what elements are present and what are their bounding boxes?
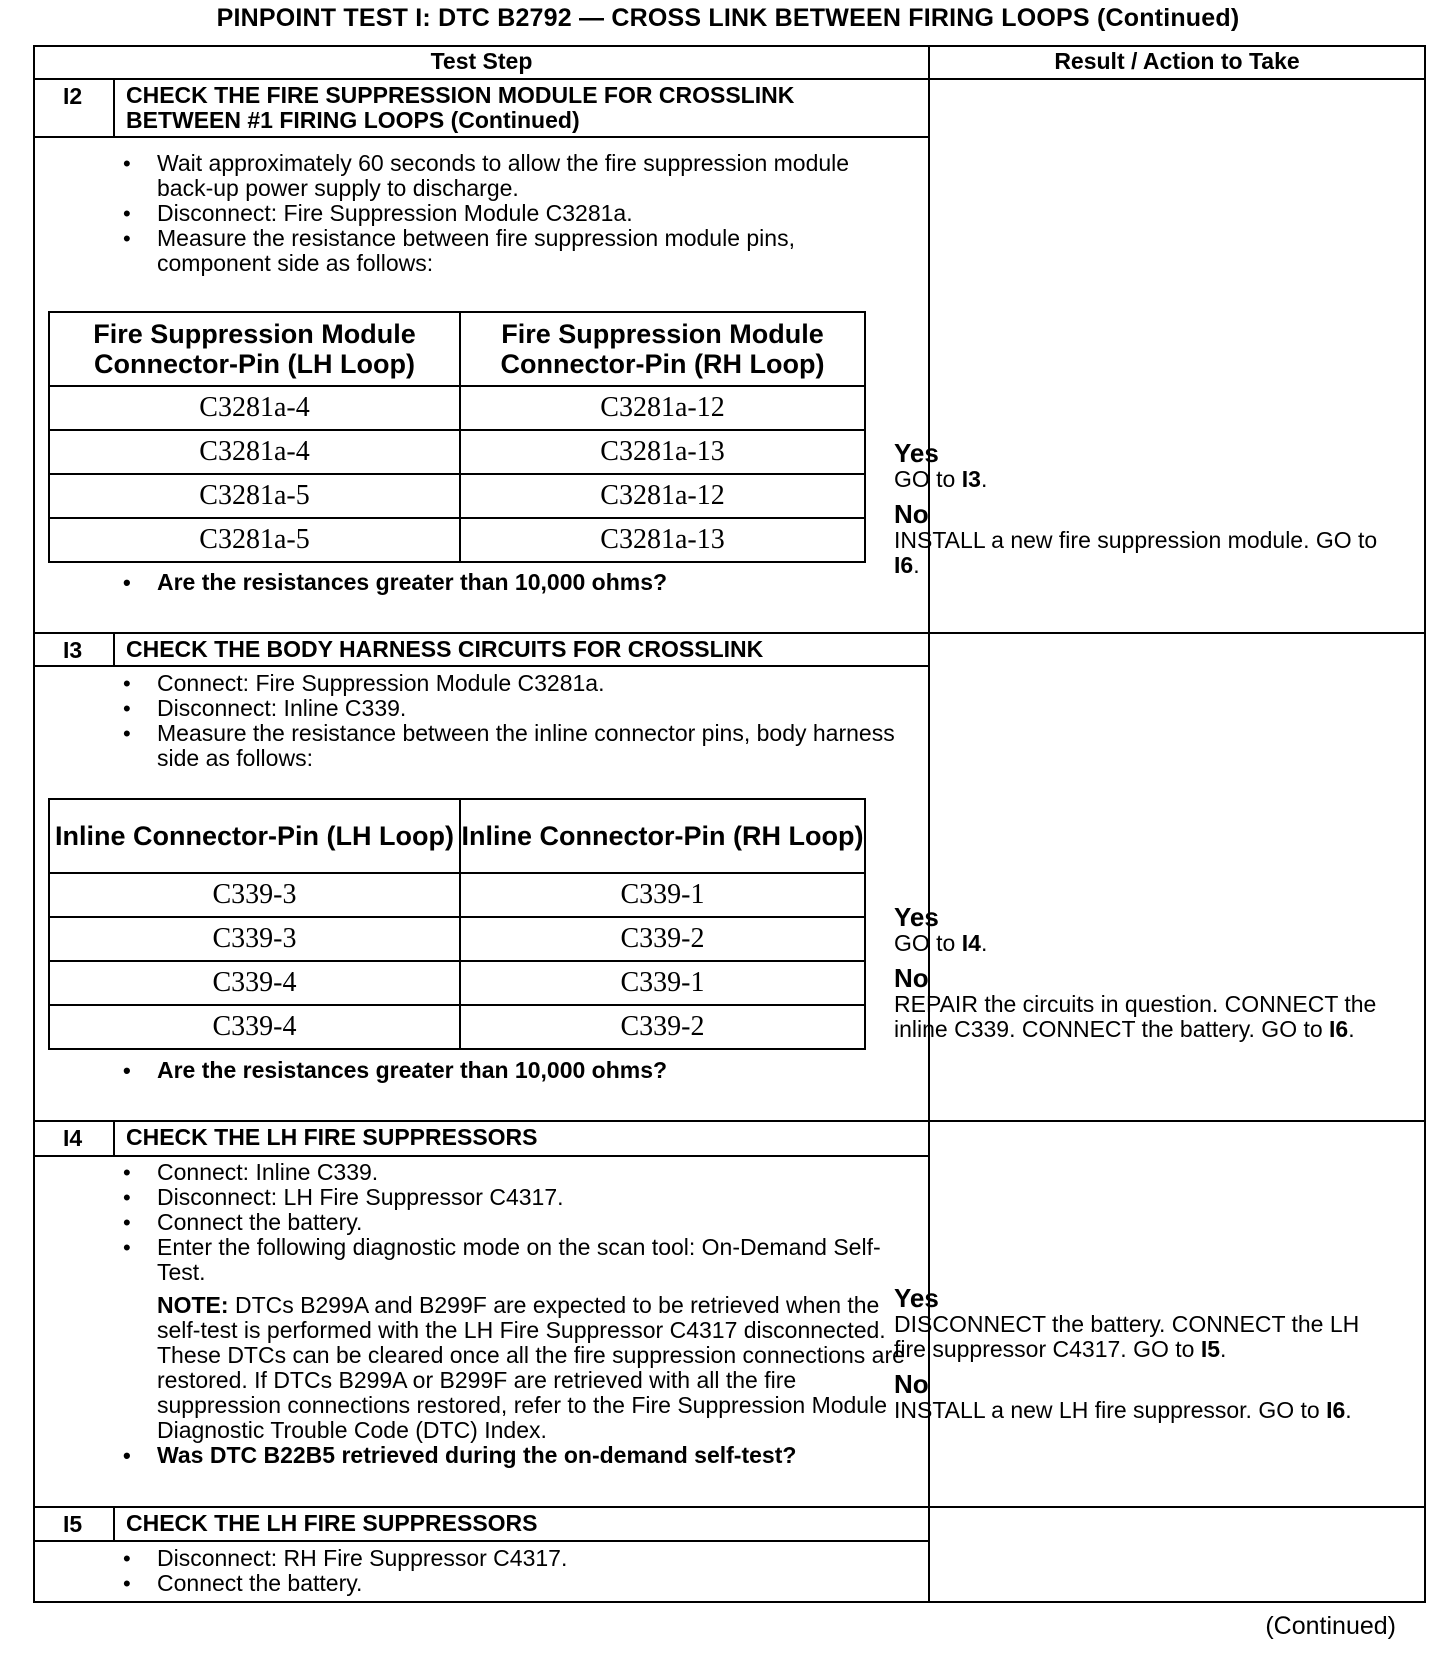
pin-cell-rh: C3281a-12 [460, 474, 865, 518]
step-title-divider-i5 [35, 1540, 928, 1542]
step-i3-instructions [119, 671, 909, 771]
yes-action: DISCONNECT the battery. CONNECT the LH fire suppressor C4317. GO to I5. [894, 1311, 1360, 1362]
no-label: No [894, 963, 929, 993]
pin-table-header-rh: Fire Suppression Module Connector-Pin (RH Loop) [460, 312, 865, 386]
result-header: Result / Action to Take [1054, 48, 1300, 74]
step-title-i5: CHECK THE LH FIRE SUPPRESSORS [126, 1510, 538, 1536]
pin-cell-lh: C3281a-4 [49, 430, 460, 474]
note-label: NOTE: [157, 1292, 229, 1318]
step-number-i5: I5 [63, 1511, 83, 1537]
step-number-i2: I2 [63, 83, 83, 109]
pin-cell-rh: C339-2 [460, 1005, 865, 1049]
result-i3 [894, 903, 1384, 1042]
note-paragraph: NOTE: DTCs B299A and B299F are expected to be retrieved when the self-test is performed with the LH Fire Suppressor C4317 disconnected. These DTCs can be cleared once all the fire suppression connections are restored. If DTCs B299A or B299F are retrieved with all the fire suppression connections restored, refer to the Fire Suppression Module Diagnostic Trouble Code (DTC) Index. [157, 1292, 905, 1443]
table-row [49, 518, 865, 562]
instruction-bullet: • Measure the resistance between fire suppression module pins, component side as follows: [119, 226, 909, 276]
pin-cell-rh: C3281a-13 [460, 518, 865, 562]
step-i2-instructions [119, 151, 909, 276]
step-title-divider-i3 [35, 665, 928, 667]
pin-cell-lh: C339-3 [49, 873, 460, 917]
step-i5-instructions [119, 1546, 909, 1596]
pin-cell-lh: C3281a-4 [49, 386, 460, 430]
yes-label: Yes [894, 1283, 939, 1313]
header-divider [35, 78, 1424, 80]
instruction-bullet: • Connect: Fire Suppression Module C3281a. [119, 671, 909, 696]
pin-table-header-lh: Fire Suppression Module Connector-Pin (LH Loop) [49, 312, 460, 386]
step-title-i4: CHECK THE LH FIRE SUPPRESSORS [126, 1124, 538, 1150]
yes-action: GO to I4. [894, 930, 988, 956]
instruction-bullet: • Connect the battery. [119, 1210, 909, 1235]
result-i4 [894, 1284, 1384, 1423]
question-bullet: • Are the resistances greater than 10,000 ohms? [119, 1058, 909, 1083]
instruction-bullet: • Enter the following diagnostic mode on the scan tool: On-Demand Self-Test. [119, 1235, 909, 1285]
instruction-bullet: • Measure the resistance between the inline connector pins, body harness side as follows: [119, 721, 909, 771]
pin-cell-rh: C339-2 [460, 917, 865, 961]
no-label: No [894, 499, 929, 529]
i3-pin-table [48, 798, 866, 1050]
table-row [49, 1005, 865, 1049]
table-row [49, 873, 865, 917]
step-num-divider-i5 [113, 1506, 115, 1542]
instruction-bullet: • Disconnect: Inline C339. [119, 696, 909, 721]
pin-cell-lh: C339-4 [49, 1005, 460, 1049]
step-i4-instructions [119, 1160, 909, 1468]
i2-pin-table [48, 311, 866, 563]
pin-cell-rh: C3281a-13 [460, 430, 865, 474]
result-i2 [894, 439, 1384, 578]
question-bullet: • Was DTC B22B5 retrieved during the on-demand self-test? [119, 1443, 909, 1468]
pin-cell-rh: C339-1 [460, 961, 865, 1005]
step-title-i3: CHECK THE BODY HARNESS CIRCUITS FOR CROSSLINK [126, 636, 764, 662]
table-row [49, 386, 865, 430]
no-action: INSTALL a new fire suppression module. GO to I6. [894, 527, 1378, 578]
step-num-divider-i2 [113, 78, 115, 138]
step-number-i3: I3 [63, 637, 83, 663]
step-number-i4: I4 [63, 1125, 83, 1151]
row-divider-i4 [35, 1120, 1424, 1122]
step-num-divider-i4 [113, 1120, 115, 1157]
row-divider-i3 [35, 632, 1424, 634]
no-label: No [894, 1369, 929, 1399]
step-i3-question [119, 1058, 909, 1083]
table-row [49, 430, 865, 474]
step-title-i2: CHECK THE FIRE SUPPRESSION MODULE FOR CROSSLINK BETWEEN #1 FIRING LOOPS (Continued) [126, 82, 795, 133]
page-title: PINPOINT TEST I: DTC B2792 — CROSS LINK BETWEEN FIRING LOOPS (Continued) [216, 4, 1240, 32]
pin-cell-lh: C3281a-5 [49, 474, 460, 518]
no-action: INSTALL a new LH fire suppressor. GO to I6. [894, 1397, 1352, 1423]
yes-action: GO to I3. [894, 466, 988, 492]
no-action: REPAIR the circuits in question. CONNECT the inline C339. CONNECT the battery. GO to I6. [894, 991, 1377, 1042]
table-row [49, 917, 865, 961]
instruction-bullet: • Connect the battery. [119, 1571, 909, 1596]
row-divider-i5 [35, 1506, 1424, 1508]
pin-cell-rh: C339-1 [460, 873, 865, 917]
pin-table-header-lh: Inline Connector-Pin (LH Loop) [49, 799, 460, 873]
step-title-divider-i4 [35, 1155, 928, 1157]
instruction-bullet: • Wait approximately 60 seconds to allow the fire suppression module back-up power supply to discharge. [119, 151, 909, 201]
yes-label: Yes [894, 438, 939, 468]
instruction-bullet: • Disconnect: LH Fire Suppressor C4317. [119, 1185, 909, 1210]
step-num-divider-i3 [113, 632, 115, 667]
pin-cell-lh: C339-4 [49, 961, 460, 1005]
test-step-header: Test Step [430, 48, 533, 74]
pin-cell-lh: C339-3 [49, 917, 460, 961]
table-row [49, 961, 865, 1005]
table-row [49, 474, 865, 518]
pin-table-header-rh: Inline Connector-Pin (RH Loop) [460, 799, 865, 873]
continued-label: (Continued) [1265, 1612, 1396, 1640]
instruction-bullet: • Disconnect: RH Fire Suppressor C4317. [119, 1546, 909, 1571]
step-i2-question [119, 570, 909, 595]
question-bullet: • Are the resistances greater than 10,000 ohms? [119, 570, 909, 595]
pin-cell-rh: C3281a-12 [460, 386, 865, 430]
pin-cell-lh: C3281a-5 [49, 518, 460, 562]
yes-label: Yes [894, 902, 939, 932]
instruction-bullet: • Connect: Inline C339. [119, 1160, 909, 1185]
instruction-bullet: • Disconnect: Fire Suppression Module C3281a. [119, 201, 909, 226]
pinpoint-test-table [33, 45, 1426, 1603]
step-title-divider-i2 [35, 136, 928, 138]
